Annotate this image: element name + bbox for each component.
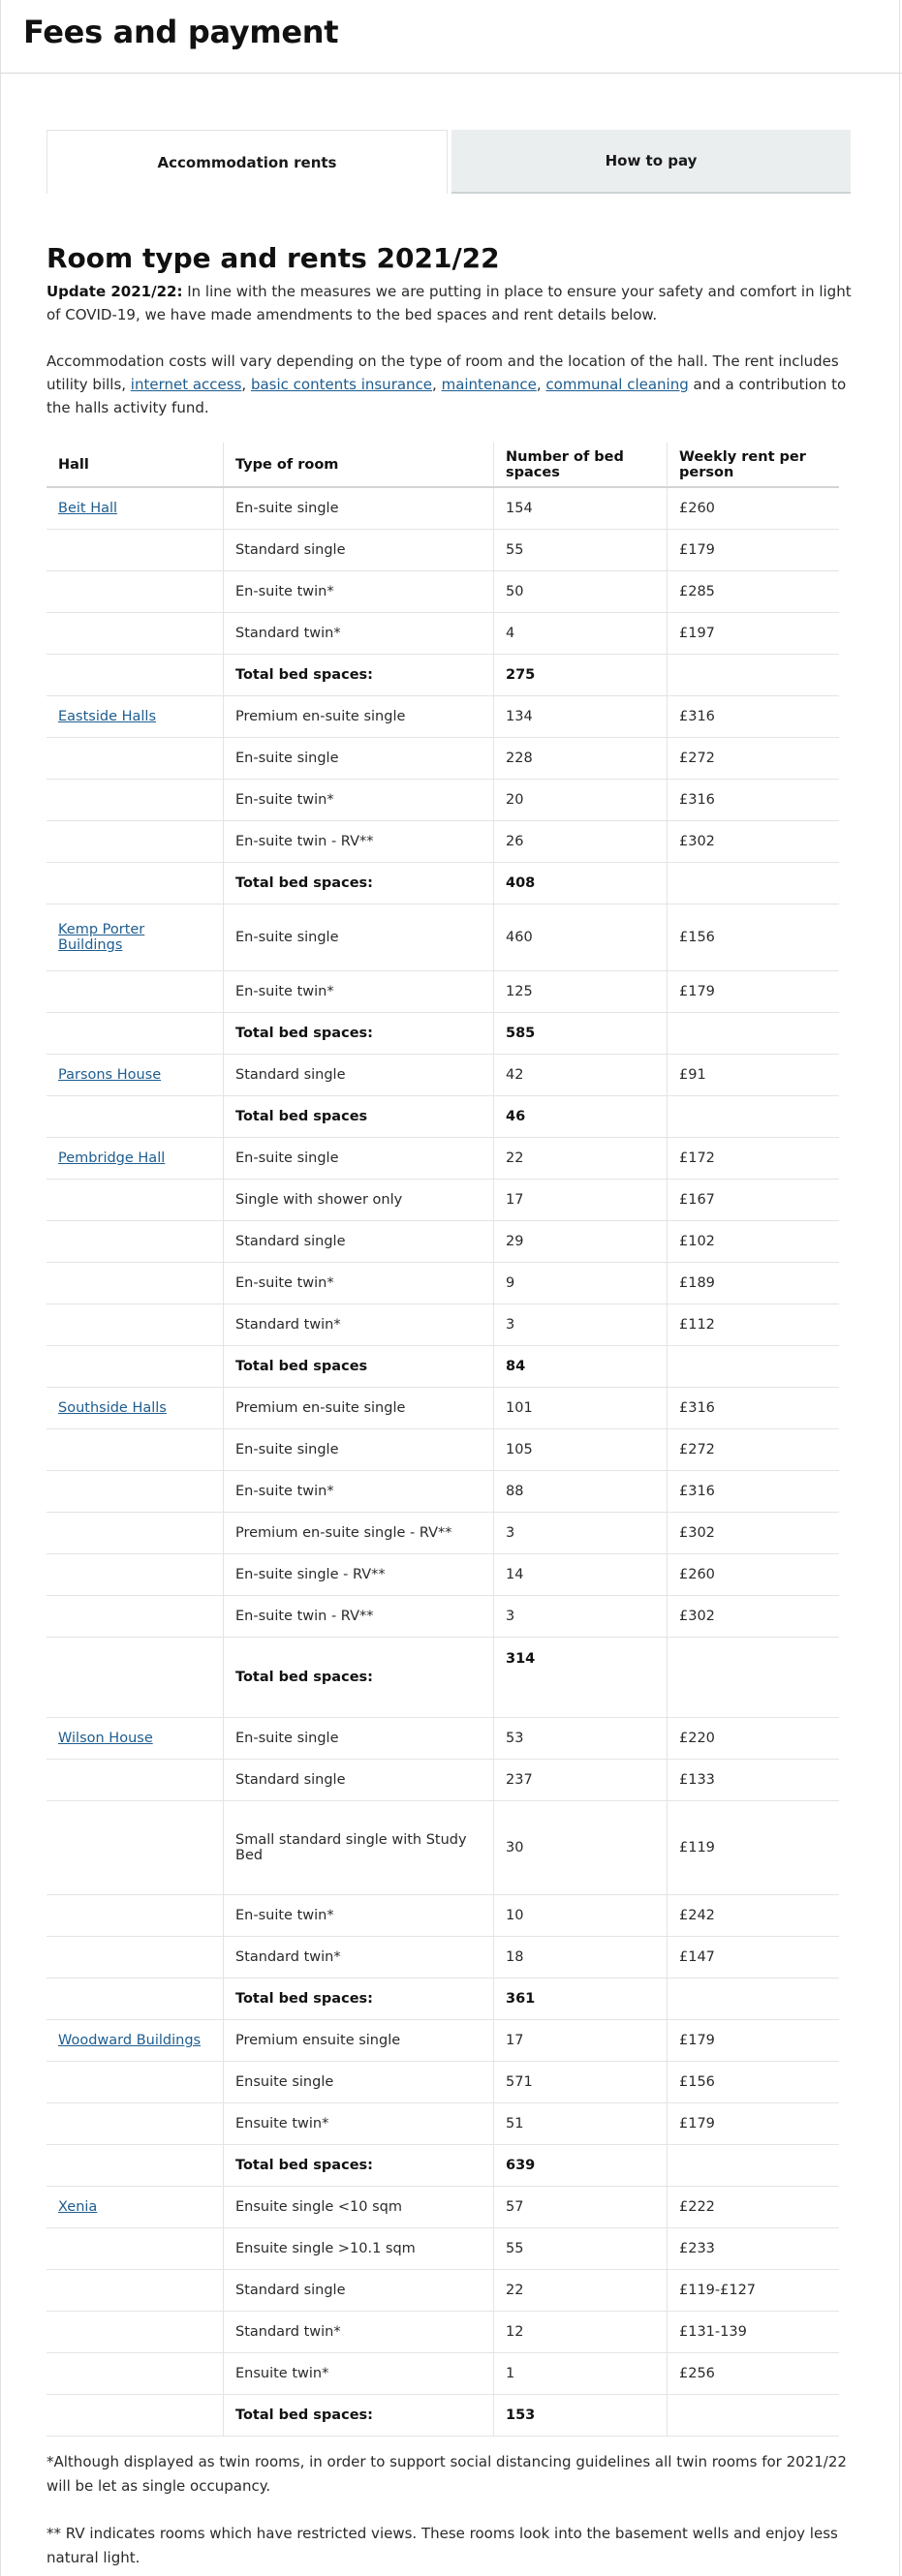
weekly-rent-cell	[668, 1096, 840, 1138]
room-type-cell: Standard single	[224, 1221, 494, 1263]
bed-spaces-cell: 3	[494, 1304, 668, 1346]
hall-cell	[47, 1760, 224, 1801]
weekly-rent-cell: £189	[668, 1263, 840, 1304]
weekly-rent-cell: £272	[668, 1429, 840, 1471]
table-row	[47, 2228, 839, 2270]
rents-table	[47, 443, 839, 2437]
weekly-rent-cell: £272	[668, 738, 840, 780]
table-row	[47, 1718, 839, 1760]
bed-spaces-cell: 228	[494, 738, 668, 780]
update-notice	[47, 280, 852, 326]
header-bed-spaces: Number of bed spaces	[494, 443, 668, 487]
room-type-cell: En-suite twin*	[224, 1895, 494, 1937]
total-beds-cell: 153	[494, 2395, 668, 2437]
total-label-cell: Total bed spaces:	[224, 863, 494, 905]
bed-spaces-cell: 4	[494, 613, 668, 655]
weekly-rent-cell	[668, 655, 840, 696]
table-row	[47, 2103, 839, 2145]
bed-spaces-cell: 20	[494, 780, 668, 821]
table-row	[47, 1471, 839, 1513]
weekly-rent-cell: £302	[668, 1596, 840, 1638]
hall-cell	[47, 571, 224, 613]
room-type-cell: Standard twin*	[224, 2312, 494, 2353]
weekly-rent-cell: £316	[668, 1388, 840, 1429]
weekly-rent-cell: £167	[668, 1180, 840, 1221]
table-row	[47, 696, 839, 738]
hall-cell	[47, 2312, 224, 2353]
weekly-rent-cell: £260	[668, 487, 840, 530]
hall-link[interactable]: Beit Hall	[58, 501, 118, 516]
twin-rooms-footnote: *Although displayed as twin rooms, in order to support social distancing guidelines all twin rooms for 2021/22 will be let as single occupancy.	[47, 2453, 847, 2495]
hall-cell	[47, 1718, 224, 1760]
hall-cell	[47, 1978, 224, 2020]
hall-link[interactable]: Wilson House	[58, 1731, 153, 1746]
table-total-row	[47, 1346, 839, 1388]
table-row	[47, 1554, 839, 1596]
weekly-rent-cell: £102	[668, 1221, 840, 1263]
total-label-cell: Total bed spaces:	[224, 2145, 494, 2187]
hall-cell	[47, 2145, 224, 2187]
table-row	[47, 1388, 839, 1429]
weekly-rent-cell: £156	[668, 905, 840, 971]
table-row	[47, 905, 839, 971]
total-label-cell: Total bed spaces:	[224, 655, 494, 696]
room-type-cell: Ensuite twin*	[224, 2103, 494, 2145]
room-type-cell: Standard single	[224, 2270, 494, 2312]
total-beds-cell: 408	[494, 863, 668, 905]
page-header	[0, 0, 902, 74]
weekly-rent-cell: £256	[668, 2353, 840, 2395]
weekly-rent-cell: £220	[668, 1718, 840, 1760]
hall-cell	[47, 1263, 224, 1304]
maintenance-link[interactable]: maintenance	[441, 376, 537, 393]
hall-cell	[47, 1513, 224, 1554]
room-type-cell: En-suite twin*	[224, 780, 494, 821]
bed-spaces-cell: 22	[494, 1138, 668, 1180]
bed-spaces-cell: 53	[494, 1718, 668, 1760]
weekly-rent-cell: £260	[668, 1554, 840, 1596]
weekly-rent-cell: £302	[668, 1513, 840, 1554]
hall-link[interactable]: Xenia	[58, 2199, 98, 2215]
bed-spaces-cell: 51	[494, 2103, 668, 2145]
table-total-row	[47, 2145, 839, 2187]
hall-cell	[47, 1013, 224, 1055]
weekly-rent-cell: £242	[668, 1895, 840, 1937]
weekly-rent-cell: £316	[668, 1471, 840, 1513]
costs-text-end: and a contribution to the halls activity fund.	[47, 376, 847, 416]
bed-spaces-cell: 3	[494, 1513, 668, 1554]
hall-cell	[47, 2020, 224, 2062]
room-type-cell: Premium en-suite single	[224, 696, 494, 738]
costs-sep-3: ,	[536, 376, 546, 393]
table-total-row	[47, 2395, 839, 2437]
room-type-cell: Premium en-suite single - RV**	[224, 1513, 494, 1554]
table-row	[47, 1596, 839, 1638]
table-row	[47, 2353, 839, 2395]
table-row	[47, 738, 839, 780]
table-total-row	[47, 1978, 839, 2020]
weekly-rent-cell: £119-£127	[668, 2270, 840, 2312]
bed-spaces-cell: 29	[494, 1221, 668, 1263]
table-row	[47, 1513, 839, 1554]
weekly-rent-cell: £197	[668, 613, 840, 655]
table-total-row	[47, 863, 839, 905]
hall-link[interactable]: Southside Halls	[58, 1400, 167, 1416]
room-type-cell: Single with shower only	[224, 1180, 494, 1221]
tab-how-to-pay[interactable]: How to pay	[451, 130, 851, 194]
table-row	[47, 1138, 839, 1180]
main-content	[0, 74, 875, 2570]
weekly-rent-cell	[668, 1978, 840, 2020]
table-row	[47, 780, 839, 821]
hall-cell	[47, 1471, 224, 1513]
section-title: Room type and rents 2021/22	[47, 242, 500, 274]
bed-spaces-cell: 571	[494, 2062, 668, 2103]
total-label-cell: Total bed spaces:	[224, 2395, 494, 2437]
hall-cell	[47, 1801, 224, 1895]
header-weekly-rent: Weekly rent per person	[668, 443, 840, 487]
total-beds-cell: 361	[494, 1978, 668, 2020]
bed-spaces-cell: 1	[494, 2353, 668, 2395]
total-beds-cell: 84	[494, 1346, 668, 1388]
hall-cell	[47, 1055, 224, 1096]
weekly-rent-cell	[668, 863, 840, 905]
room-type-cell: En-suite twin - RV**	[224, 1596, 494, 1638]
bed-spaces-cell: 88	[494, 1471, 668, 1513]
hall-cell	[47, 1221, 224, 1263]
table-row	[47, 1180, 839, 1221]
hall-cell	[47, 1180, 224, 1221]
page-title: Fees and payment	[23, 14, 339, 50]
total-beds-cell: 585	[494, 1013, 668, 1055]
total-label-cell: Total bed spaces	[224, 1346, 494, 1388]
bed-spaces-cell: 9	[494, 1263, 668, 1304]
room-type-cell: En-suite single	[224, 905, 494, 971]
contents-insurance-link[interactable]: basic contents insurance	[250, 376, 433, 393]
hall-cell	[47, 1937, 224, 1978]
weekly-rent-cell: £179	[668, 2020, 840, 2062]
table-row	[47, 1801, 839, 1895]
weekly-rent-cell: £172	[668, 1138, 840, 1180]
table-row	[47, 1304, 839, 1346]
tab-accommodation-rents[interactable]: Accommodation rents	[47, 130, 448, 194]
room-type-cell: En-suite single	[224, 738, 494, 780]
hall-cell	[47, 1895, 224, 1937]
total-label-cell: Total bed spaces:	[224, 1638, 494, 1718]
bed-spaces-cell: 57	[494, 2187, 668, 2228]
bed-spaces-cell: 3	[494, 1596, 668, 1638]
update-label: Update 2021/22:	[47, 283, 183, 300]
total-beds-cell: 46	[494, 1096, 668, 1138]
restricted-view-footnote: ** RV indicates rooms which have restricted views. These rooms look into the basement wells and enjoy less natural light.	[47, 2525, 838, 2566]
bed-spaces-cell: 26	[494, 821, 668, 863]
hall-cell	[47, 863, 224, 905]
hall-cell	[47, 613, 224, 655]
bed-spaces-cell: 12	[494, 2312, 668, 2353]
table-row	[47, 971, 839, 1013]
room-type-cell: Premium ensuite single	[224, 2020, 494, 2062]
hall-cell	[47, 1304, 224, 1346]
room-type-cell: Ensuite twin*	[224, 2353, 494, 2395]
hall-cell	[47, 1554, 224, 1596]
table-row	[47, 571, 839, 613]
table-row	[47, 1429, 839, 1471]
weekly-rent-cell: £112	[668, 1304, 840, 1346]
hall-cell	[47, 696, 224, 738]
table-row	[47, 2270, 839, 2312]
total-label-cell: Total bed spaces	[224, 1096, 494, 1138]
header-room-type: Type of room	[224, 443, 494, 487]
bed-spaces-cell: 154	[494, 487, 668, 530]
bed-spaces-cell: 134	[494, 696, 668, 738]
header-hall: Hall	[47, 443, 224, 487]
hall-cell	[47, 2187, 224, 2228]
hall-cell	[47, 1429, 224, 1471]
bed-spaces-cell: 460	[494, 905, 668, 971]
room-type-cell: Ensuite single <10 sqm	[224, 2187, 494, 2228]
weekly-rent-cell: £119	[668, 1801, 840, 1895]
table-row	[47, 1221, 839, 1263]
table-total-row	[47, 1013, 839, 1055]
update-text: In line with the measures we are putting in place to ensure your safety and comfort in light of COVID-19, we have made amendments to the bed spaces and rent details below.	[47, 283, 852, 323]
communal-cleaning-link[interactable]: communal cleaning	[545, 376, 689, 393]
total-label-cell: Total bed spaces:	[224, 1013, 494, 1055]
room-type-cell: Standard twin*	[224, 1937, 494, 1978]
hall-cell	[47, 1096, 224, 1138]
room-type-cell: En-suite twin - RV**	[224, 821, 494, 863]
room-type-cell: En-suite single	[224, 487, 494, 530]
bed-spaces-cell: 30	[494, 1801, 668, 1895]
costs-sep-1: ,	[241, 376, 251, 393]
weekly-rent-cell: £156	[668, 2062, 840, 2103]
total-beds-cell: 639	[494, 2145, 668, 2187]
hall-cell	[47, 655, 224, 696]
hall-link[interactable]: Parsons House	[58, 1067, 162, 1083]
costs-text-start: Accommodation costs will vary depending on the type of room and the location of the hall. The rent includes utility bills,	[47, 353, 839, 393]
bed-spaces-cell: 105	[494, 1429, 668, 1471]
room-type-cell: Standard single	[224, 1055, 494, 1096]
weekly-rent-cell: £233	[668, 2228, 840, 2270]
room-type-cell: En-suite single	[224, 1429, 494, 1471]
room-type-cell: En-suite twin*	[224, 971, 494, 1013]
bed-spaces-cell: 14	[494, 1554, 668, 1596]
bed-spaces-cell: 101	[494, 1388, 668, 1429]
total-label-cell: Total bed spaces:	[224, 1978, 494, 2020]
internet-access-link[interactable]: internet access	[130, 376, 242, 393]
table-header-row	[47, 443, 839, 487]
bed-spaces-cell: 10	[494, 1895, 668, 1937]
weekly-rent-cell: £302	[668, 821, 840, 863]
room-type-cell: Ensuite single	[224, 2062, 494, 2103]
table-total-row	[47, 1096, 839, 1138]
bed-spaces-cell: 18	[494, 1937, 668, 1978]
hall-link[interactable]: Pembridge Hall	[58, 1150, 166, 1166]
weekly-rent-cell: £131-139	[668, 2312, 840, 2353]
weekly-rent-cell: £179	[668, 530, 840, 571]
hall-cell	[47, 1388, 224, 1429]
room-type-cell: Small standard single with Study Bed	[224, 1801, 494, 1895]
hall-cell	[47, 1596, 224, 1638]
weekly-rent-cell	[668, 1346, 840, 1388]
hall-link[interactable]: Eastside Halls	[58, 709, 157, 724]
table-row	[47, 2020, 839, 2062]
room-type-cell: En-suite twin*	[224, 1471, 494, 1513]
room-type-cell: En-suite single	[224, 1138, 494, 1180]
hall-cell	[47, 530, 224, 571]
hall-cell	[47, 1138, 224, 1180]
table-row	[47, 1895, 839, 1937]
room-type-cell: Premium en-suite single	[224, 1388, 494, 1429]
hall-cell	[47, 1346, 224, 1388]
bed-spaces-cell: 42	[494, 1055, 668, 1096]
table-row	[47, 613, 839, 655]
bed-spaces-cell: 50	[494, 571, 668, 613]
total-beds-cell: 275	[494, 655, 668, 696]
table-row	[47, 530, 839, 571]
weekly-rent-cell: £91	[668, 1055, 840, 1096]
table-row	[47, 1263, 839, 1304]
table-row	[47, 2187, 839, 2228]
room-type-cell: En-suite twin*	[224, 1263, 494, 1304]
hall-cell	[47, 821, 224, 863]
tab-bar	[47, 130, 851, 194]
bed-spaces-cell: 17	[494, 1180, 668, 1221]
room-type-cell: Ensuite single >10.1 sqm	[224, 2228, 494, 2270]
table-body	[47, 487, 839, 2437]
weekly-rent-cell	[668, 1013, 840, 1055]
table-row	[47, 1760, 839, 1801]
bed-spaces-cell: 22	[494, 2270, 668, 2312]
costs-paragraph	[47, 350, 852, 419]
weekly-rent-cell	[668, 2145, 840, 2187]
table-row	[47, 487, 839, 530]
table-row	[47, 2062, 839, 2103]
hall-link[interactable]: Kemp Porter Buildings	[58, 922, 145, 953]
weekly-rent-cell: £316	[668, 780, 840, 821]
room-type-cell: Standard single	[224, 1760, 494, 1801]
bed-spaces-cell: 17	[494, 2020, 668, 2062]
weekly-rent-cell: £222	[668, 2187, 840, 2228]
room-type-cell: En-suite twin*	[224, 571, 494, 613]
hall-cell	[47, 2395, 224, 2437]
bed-spaces-cell: 125	[494, 971, 668, 1013]
hall-cell	[47, 2353, 224, 2395]
weekly-rent-cell: £179	[668, 971, 840, 1013]
room-type-cell: En-suite single	[224, 1718, 494, 1760]
table-total-row	[47, 655, 839, 696]
bed-spaces-cell: 55	[494, 530, 668, 571]
room-type-cell: Standard single	[224, 530, 494, 571]
room-type-cell: Standard twin*	[224, 613, 494, 655]
weekly-rent-cell	[668, 2395, 840, 2437]
weekly-rent-cell	[668, 1638, 840, 1718]
bed-spaces-cell: 237	[494, 1760, 668, 1801]
table-row	[47, 821, 839, 863]
hall-cell	[47, 971, 224, 1013]
hall-cell	[47, 487, 224, 530]
room-type-cell: Standard twin*	[224, 1304, 494, 1346]
costs-sep-2: ,	[432, 376, 442, 393]
weekly-rent-cell: £133	[668, 1760, 840, 1801]
hall-cell	[47, 2103, 224, 2145]
hall-cell	[47, 780, 224, 821]
table-row	[47, 2312, 839, 2353]
weekly-rent-cell: £316	[668, 696, 840, 738]
table-total-row	[47, 1638, 839, 1718]
hall-cell	[47, 2062, 224, 2103]
weekly-rent-cell: £285	[668, 571, 840, 613]
hall-cell	[47, 738, 224, 780]
hall-cell	[47, 2270, 224, 2312]
room-type-cell: En-suite single - RV**	[224, 1554, 494, 1596]
weekly-rent-cell: £147	[668, 1937, 840, 1978]
table-row	[47, 1055, 839, 1096]
table-row	[47, 1937, 839, 1978]
hall-cell	[47, 2228, 224, 2270]
weekly-rent-cell: £179	[668, 2103, 840, 2145]
total-beds-cell: 314	[494, 1638, 668, 1718]
hall-link[interactable]: Woodward Buildings	[58, 2033, 202, 2048]
hall-cell	[47, 905, 224, 971]
bed-spaces-cell: 55	[494, 2228, 668, 2270]
hall-cell	[47, 1638, 224, 1718]
